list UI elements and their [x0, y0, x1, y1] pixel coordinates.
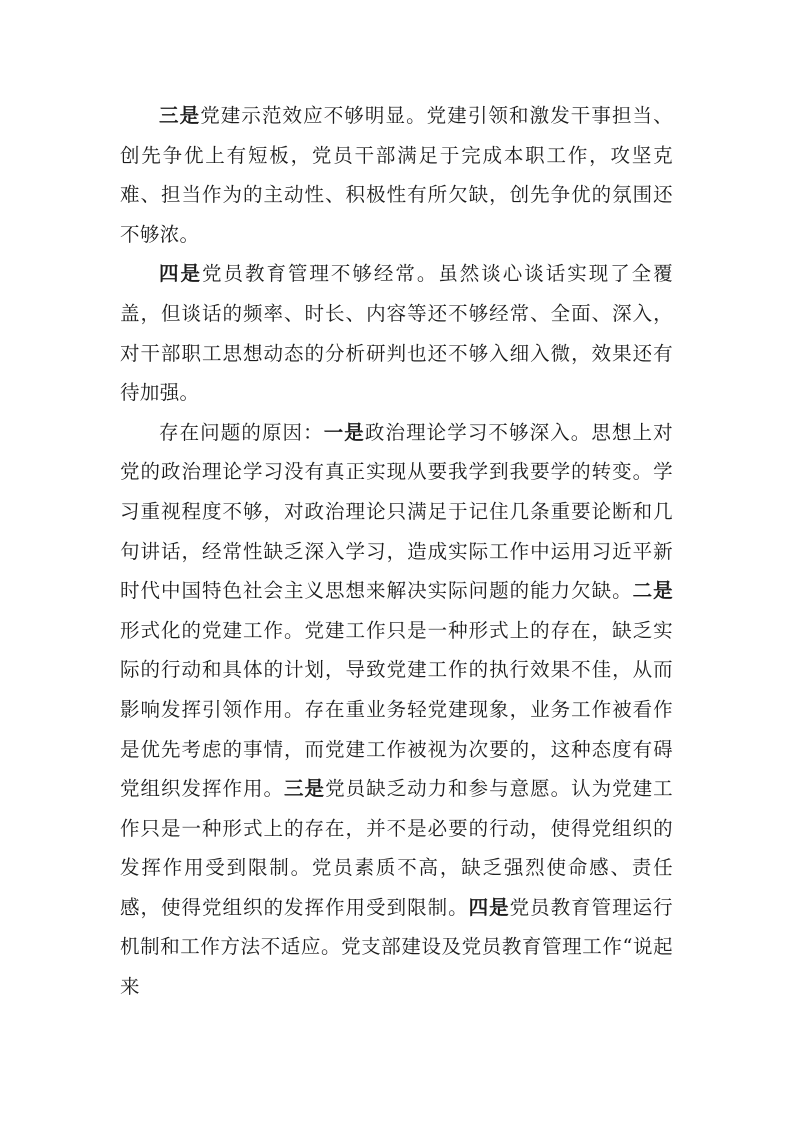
paragraph-prefix: 存在问题的原因：	[159, 420, 324, 444]
paragraph-party-demonstration	[120, 96, 673, 254]
paragraph-text: 党员教育管理运行机制和工作方法不适应。党支部建设及党员教育管理工作“说起来	[120, 895, 673, 999]
paragraph-member-education	[120, 254, 673, 412]
paragraph-text: 政治理论学习不够深入。思想上对党的政治理论学习没有真正实现从要我学到我要学的转变。学习重视程度不够，对政治理论只满足于记住几条重要论断和几句讲话，经常性缺乏深入学习，造成实际工作中运用习近平新时代中国特色社会主义思想来解决实际问题的能力欠缺。	[120, 420, 673, 603]
document-body	[120, 96, 673, 1007]
paragraph-lead: 四是	[468, 895, 510, 919]
paragraph-lead: 二是	[632, 579, 673, 603]
paragraph-text: 党建示范效应不够明显。党建引领和激发干事担当、创先争优上有短板，党员干部满足于完成本职工作，攻坚克难、担当作为的主动性、积极性有所欠缺，创先争优的氛围还不够浓。	[120, 104, 673, 246]
paragraph-causes	[120, 413, 673, 1007]
paragraph-lead: 三是	[159, 104, 201, 127]
paragraph-lead: 一是	[323, 420, 365, 444]
paragraph-text: 党员缺乏动力和参与意愿。认为党建工作只是一种形式上的存在，并不是必要的行动，使得党组织的发挥作用受到限制。党员素质不高，缺乏强烈使命感、责任感，使得党组织的发挥作用受到限制。	[120, 777, 673, 919]
paragraph-text: 形式化的党建工作。党建工作只是一种形式上的存在，缺乏实际的行动和具体的计划，导致党建工作的执行效果不佳，从而影响发挥引领作用。存在重业务轻党建现象，业务工作被看作是优先考虑的事情，而党建工作被视为次要的，这种态度有碍党组织发挥作用。	[120, 618, 673, 801]
paragraph-lead: 三是	[284, 777, 326, 801]
paragraph-lead: 四是	[159, 262, 202, 286]
paragraph-text: 党员教育管理不够经常。虽然谈心谈话实现了全覆盖，但谈话的频率、时长、内容等还不够经常、全面、深入，对干部职工思想动态的分析研判也还不够入细入微，效果还有待加强。	[120, 262, 674, 405]
